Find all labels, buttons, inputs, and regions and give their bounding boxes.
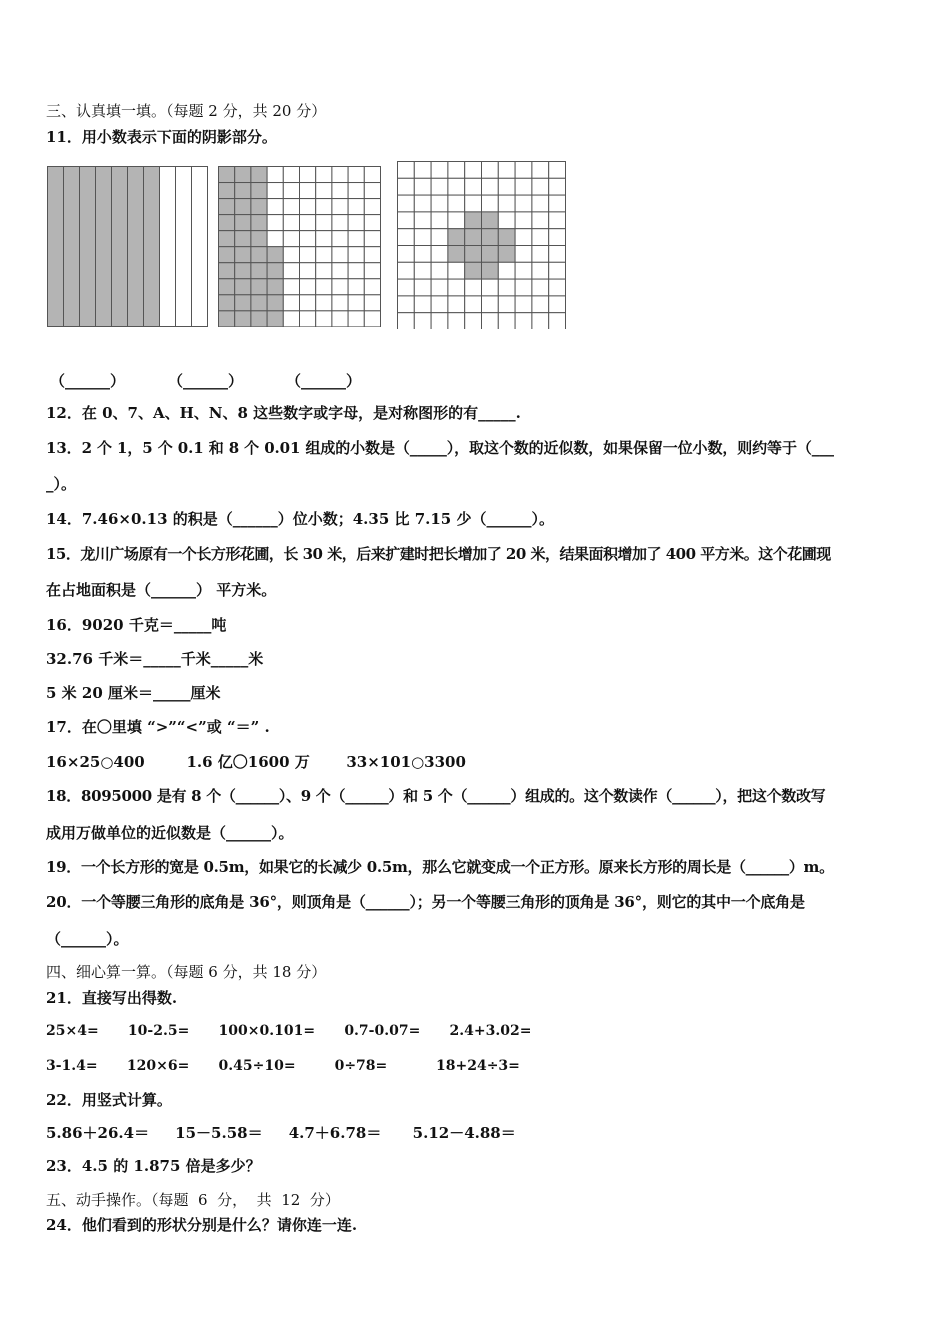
grid-cell xyxy=(364,263,380,279)
grid-cell xyxy=(364,167,380,183)
grid-cell xyxy=(364,295,380,311)
grid-cell xyxy=(251,311,267,327)
cross-cell xyxy=(465,229,482,246)
grid-cell xyxy=(267,167,283,183)
grid-cell xyxy=(300,295,316,311)
grid-cell xyxy=(251,231,267,247)
cross-cell xyxy=(448,279,465,296)
q17-items: 16×25○400 1.6 亿〇1600 万 33×101○3300 xyxy=(46,753,466,771)
cross-cell xyxy=(532,162,549,179)
grid-cell xyxy=(332,215,348,231)
grid-cell xyxy=(267,295,283,311)
cross-cell xyxy=(414,296,431,313)
cross-cell xyxy=(465,162,482,179)
grid-cell xyxy=(267,279,283,295)
q23-text: 23．4.5 的 1.875 倍是多少？ xyxy=(46,1157,261,1175)
grid-cell xyxy=(219,247,235,263)
cross-cell xyxy=(398,195,415,212)
cross-cell xyxy=(498,212,515,229)
grid-cell xyxy=(348,231,364,247)
grid-cell xyxy=(332,199,348,215)
cross-cell xyxy=(431,296,448,313)
cross-cell xyxy=(448,262,465,279)
cross-cell xyxy=(398,246,415,263)
cross-cell xyxy=(532,296,549,313)
q18-line2: 成用万做单位的近似数是（______）。 xyxy=(46,824,294,842)
strip-column xyxy=(96,167,112,327)
cross-cell xyxy=(448,313,465,329)
cross-cell xyxy=(448,296,465,313)
grid-cell xyxy=(316,167,332,183)
cross-cell xyxy=(398,296,415,313)
grid-cell xyxy=(300,183,316,199)
grid-cell xyxy=(300,263,316,279)
grid-cell xyxy=(300,167,316,183)
cross-cell xyxy=(482,195,499,212)
cross-cell xyxy=(398,212,415,229)
q14-text: 14．7.46×0.13 的积是（______）位小数；4.35 比 7.15 少（______）。 xyxy=(46,510,554,528)
cross-cell xyxy=(414,195,431,212)
cross-cell xyxy=(482,212,499,229)
cross-cell xyxy=(448,178,465,195)
cross-cell xyxy=(532,279,549,296)
figure-strips xyxy=(47,166,209,328)
grid-cell xyxy=(364,279,380,295)
q17-text: 17．在〇里填 “>”“<”或 “＝” . xyxy=(46,718,270,736)
grid-cell xyxy=(316,295,332,311)
cross-cell xyxy=(532,195,549,212)
grid-cell xyxy=(316,199,332,215)
grid-cell xyxy=(348,215,364,231)
grid-cell xyxy=(332,279,348,295)
cross-cell xyxy=(498,262,515,279)
cross-cell xyxy=(515,195,532,212)
q11-text: 11．用小数表示下面的阴影部分。 xyxy=(46,128,277,146)
grid-cell xyxy=(364,231,380,247)
cross-cell xyxy=(414,229,431,246)
grid-cell xyxy=(364,247,380,263)
grid-cell xyxy=(219,263,235,279)
grid-cell xyxy=(219,311,235,327)
grid-cell xyxy=(267,311,283,327)
grid-cell xyxy=(235,295,251,311)
cross-cell xyxy=(414,279,431,296)
q20-line1: 20．一个等腰三角形的底角是 36°，则顶角是（______）；另一个等腰三角形的顶角是 36°，则它的其中一个底角是 xyxy=(46,893,805,911)
cross-cell xyxy=(482,162,499,179)
cross-cell xyxy=(448,229,465,246)
q21-row2: 3-1.4= 120×6= 0.45÷10= 0÷78= 18+24÷3= xyxy=(46,1058,520,1074)
grid-cell xyxy=(219,199,235,215)
grid-cell xyxy=(251,167,267,183)
cross-cell xyxy=(414,178,431,195)
grid-cell xyxy=(348,263,364,279)
strip-column xyxy=(192,167,208,327)
cross-cell xyxy=(515,246,532,263)
cross-cell xyxy=(515,178,532,195)
grid-cell xyxy=(300,247,316,263)
q16-line2: 32.76 千米＝_____千米_____米 xyxy=(46,650,264,668)
cross-cell xyxy=(398,262,415,279)
grid-cell xyxy=(283,295,299,311)
grid-cell xyxy=(267,183,283,199)
grid-cell xyxy=(316,311,332,327)
cross-cell xyxy=(515,212,532,229)
cross-cell xyxy=(398,279,415,296)
cross-cell xyxy=(431,162,448,179)
grid-cell xyxy=(283,183,299,199)
grid-cell xyxy=(348,247,364,263)
grid-cell xyxy=(316,231,332,247)
cross-cell xyxy=(448,212,465,229)
grid-cell xyxy=(300,215,316,231)
q11-blank-1[interactable]: （______） xyxy=(50,372,126,390)
grid-cell xyxy=(251,279,267,295)
section4-heading: 四、细心算一算。（每题 6 分，共 18 分） xyxy=(46,963,327,981)
cross-cell xyxy=(498,178,515,195)
q22-row: 5.86＋26.4＝ 15－5.58＝ 4.7＋6.78＝ 5.12－4.88＝ xyxy=(46,1124,516,1142)
grid-cell xyxy=(251,199,267,215)
grid-cell xyxy=(364,183,380,199)
q19-text: 19．一个长方形的宽是 0.5m，如果它的长减少 0.5m，那么它就变成一个正方形。原来长方形的周长是（______）m。 xyxy=(46,858,834,876)
grid-cell xyxy=(219,167,235,183)
q24-text: 24．他们看到的形状分别是什么？请你连一连. xyxy=(46,1216,358,1234)
cross-cell xyxy=(465,262,482,279)
cross-cell xyxy=(515,279,532,296)
cross-cell xyxy=(465,296,482,313)
grid-cell xyxy=(235,311,251,327)
cross-cell xyxy=(482,279,499,296)
cross-cell xyxy=(515,162,532,179)
cross-cell xyxy=(465,279,482,296)
strip-column xyxy=(112,167,128,327)
grid-cell xyxy=(283,199,299,215)
cross-cell xyxy=(465,246,482,263)
grid-cell xyxy=(219,183,235,199)
cross-cell xyxy=(414,246,431,263)
grid-cell xyxy=(348,167,364,183)
grid-cell xyxy=(267,199,283,215)
cross-cell xyxy=(414,313,431,329)
grid-cell xyxy=(332,311,348,327)
cross-cell xyxy=(482,229,499,246)
grid-cell xyxy=(283,231,299,247)
cross-cell xyxy=(482,178,499,195)
grid-cell xyxy=(251,247,267,263)
cross-cell xyxy=(465,313,482,329)
cross-cell xyxy=(448,195,465,212)
cross-cell xyxy=(431,262,448,279)
cross-cell xyxy=(398,178,415,195)
grid-cell xyxy=(332,295,348,311)
grid-cell xyxy=(316,247,332,263)
figure-cross xyxy=(397,161,567,329)
grid-cell xyxy=(235,167,251,183)
grid-cell xyxy=(219,231,235,247)
grid-cell xyxy=(300,311,316,327)
q16-line1: 16．9020 千克＝_____吨 xyxy=(46,616,227,634)
cross-cell xyxy=(465,178,482,195)
cross-cell xyxy=(532,262,549,279)
q21-row1: 25×4= 10-2.5= 100×0.101= 0.7-0.07= 2.4+3.02= xyxy=(46,1023,532,1039)
q11-blank-3[interactable]: （______） xyxy=(286,372,362,390)
grid-cell xyxy=(251,183,267,199)
section5-heading: 五、动手操作。（每题 6 分， 共 12 分） xyxy=(46,1191,340,1209)
cross-cell xyxy=(482,313,499,329)
grid-cell xyxy=(219,215,235,231)
grid-cell xyxy=(267,263,283,279)
grid-cell xyxy=(332,167,348,183)
cross-cell xyxy=(465,195,482,212)
grid-cell xyxy=(300,279,316,295)
cross-cell xyxy=(549,279,566,296)
cross-cell xyxy=(448,246,465,263)
cross-cell xyxy=(431,229,448,246)
grid-cell xyxy=(251,215,267,231)
grid-cell xyxy=(235,247,251,263)
q13-line2: _）。 xyxy=(46,475,77,493)
cross-cell xyxy=(398,313,415,329)
grid-cell xyxy=(235,183,251,199)
grid-cell xyxy=(283,167,299,183)
strip-column xyxy=(80,167,96,327)
grid-cell xyxy=(348,183,364,199)
grid-cell xyxy=(219,295,235,311)
cross-cell xyxy=(482,246,499,263)
grid-cell xyxy=(348,311,364,327)
cross-cell xyxy=(431,313,448,329)
cross-cell xyxy=(549,229,566,246)
grid-cell xyxy=(219,279,235,295)
cross-cell xyxy=(398,229,415,246)
cross-cell xyxy=(414,162,431,179)
q20-line2: （______）。 xyxy=(46,930,129,948)
q11-blank-2[interactable]: （______） xyxy=(168,372,244,390)
cross-cell xyxy=(498,296,515,313)
grid-cell xyxy=(332,231,348,247)
cross-cell xyxy=(549,212,566,229)
grid-cell xyxy=(283,279,299,295)
cross-cell xyxy=(515,229,532,246)
grid-cell xyxy=(283,311,299,327)
grid-cell xyxy=(348,199,364,215)
grid-cell xyxy=(283,215,299,231)
grid-cell xyxy=(235,263,251,279)
q22-text: 22．用竖式计算。 xyxy=(46,1091,172,1109)
grid-cell xyxy=(235,215,251,231)
cross-cell xyxy=(414,212,431,229)
cross-cell xyxy=(549,296,566,313)
grid-cell xyxy=(316,215,332,231)
grid-cell xyxy=(235,199,251,215)
cross-cell xyxy=(532,246,549,263)
grid-cell xyxy=(316,183,332,199)
grid-cell xyxy=(251,263,267,279)
grid-cell xyxy=(364,311,380,327)
grid-cell xyxy=(251,295,267,311)
grid-cell xyxy=(267,215,283,231)
q16-line3: 5 米 20 厘米＝_____厘米 xyxy=(46,684,221,702)
q18-line1: 18．8095000 是有 8 个（______）、9 个（______）和 5 个（______）组成的。这个数读作（______），把这个数改写 xyxy=(46,787,826,805)
cross-cell xyxy=(549,178,566,195)
cross-cell xyxy=(532,313,549,329)
grid-cell xyxy=(267,231,283,247)
grid-cell xyxy=(235,231,251,247)
cross-cell xyxy=(549,246,566,263)
q13-line1: 13．2 个 1，5 个 0.1 和 8 个 0.01 组成的小数是（_____），取这个数的近似数，如果保留一位小数，则约等于（___ xyxy=(46,439,834,457)
grid-cell xyxy=(364,199,380,215)
cross-cell xyxy=(532,229,549,246)
strip-column xyxy=(128,167,144,327)
cross-cell xyxy=(431,178,448,195)
grid-cell xyxy=(300,199,316,215)
cross-cell xyxy=(498,279,515,296)
q12-text: 12．在 0、7、A、H、N、8 这些数字或字母，是对称图形的有_____. xyxy=(46,404,521,422)
strip-column xyxy=(176,167,192,327)
strip-column xyxy=(160,167,176,327)
cross-cell xyxy=(398,162,415,179)
cross-cell xyxy=(532,178,549,195)
figure-grid xyxy=(218,166,382,327)
strip-column xyxy=(144,167,160,327)
grid-cell xyxy=(348,279,364,295)
cross-cell xyxy=(549,195,566,212)
grid-cell xyxy=(300,231,316,247)
cross-cell xyxy=(498,246,515,263)
q15-line1: 15．龙川广场原有一个长方形花圃，长 30 米，后来扩建时把长增加了 20 米，结果面积增加了 400 平方米。这个花圃现 xyxy=(46,545,831,563)
grid-cell xyxy=(316,279,332,295)
grid-cell xyxy=(332,183,348,199)
cross-cell xyxy=(515,262,532,279)
cross-cell xyxy=(465,212,482,229)
strip-column xyxy=(48,167,64,327)
grid-cell xyxy=(283,263,299,279)
grid-cell xyxy=(267,247,283,263)
cross-cell xyxy=(532,212,549,229)
grid-cell xyxy=(364,215,380,231)
cross-cell xyxy=(482,262,499,279)
strip-column xyxy=(64,167,80,327)
grid-cell xyxy=(348,295,364,311)
cross-cell xyxy=(414,262,431,279)
cross-cell xyxy=(498,313,515,329)
cross-cell xyxy=(549,262,566,279)
grid-cell xyxy=(332,247,348,263)
q21-text: 21．直接写出得数. xyxy=(46,989,178,1007)
cross-cell xyxy=(431,246,448,263)
grid-cell xyxy=(283,247,299,263)
grid-cell xyxy=(332,263,348,279)
cross-cell xyxy=(431,212,448,229)
cross-cell xyxy=(549,313,566,329)
cross-cell xyxy=(498,229,515,246)
cross-cell xyxy=(431,279,448,296)
section3-heading: 三、认真填一填。（每题 2 分，共 20 分） xyxy=(46,102,327,120)
q15-line2: 在占地面积是（______） 平方米。 xyxy=(46,581,277,599)
grid-cell xyxy=(316,263,332,279)
grid-cell xyxy=(235,279,251,295)
cross-cell xyxy=(498,162,515,179)
cross-cell xyxy=(498,195,515,212)
cross-cell xyxy=(549,162,566,179)
cross-cell xyxy=(482,296,499,313)
cross-cell xyxy=(515,313,532,329)
cross-cell xyxy=(515,296,532,313)
cross-cell xyxy=(431,195,448,212)
cross-cell xyxy=(448,162,465,179)
